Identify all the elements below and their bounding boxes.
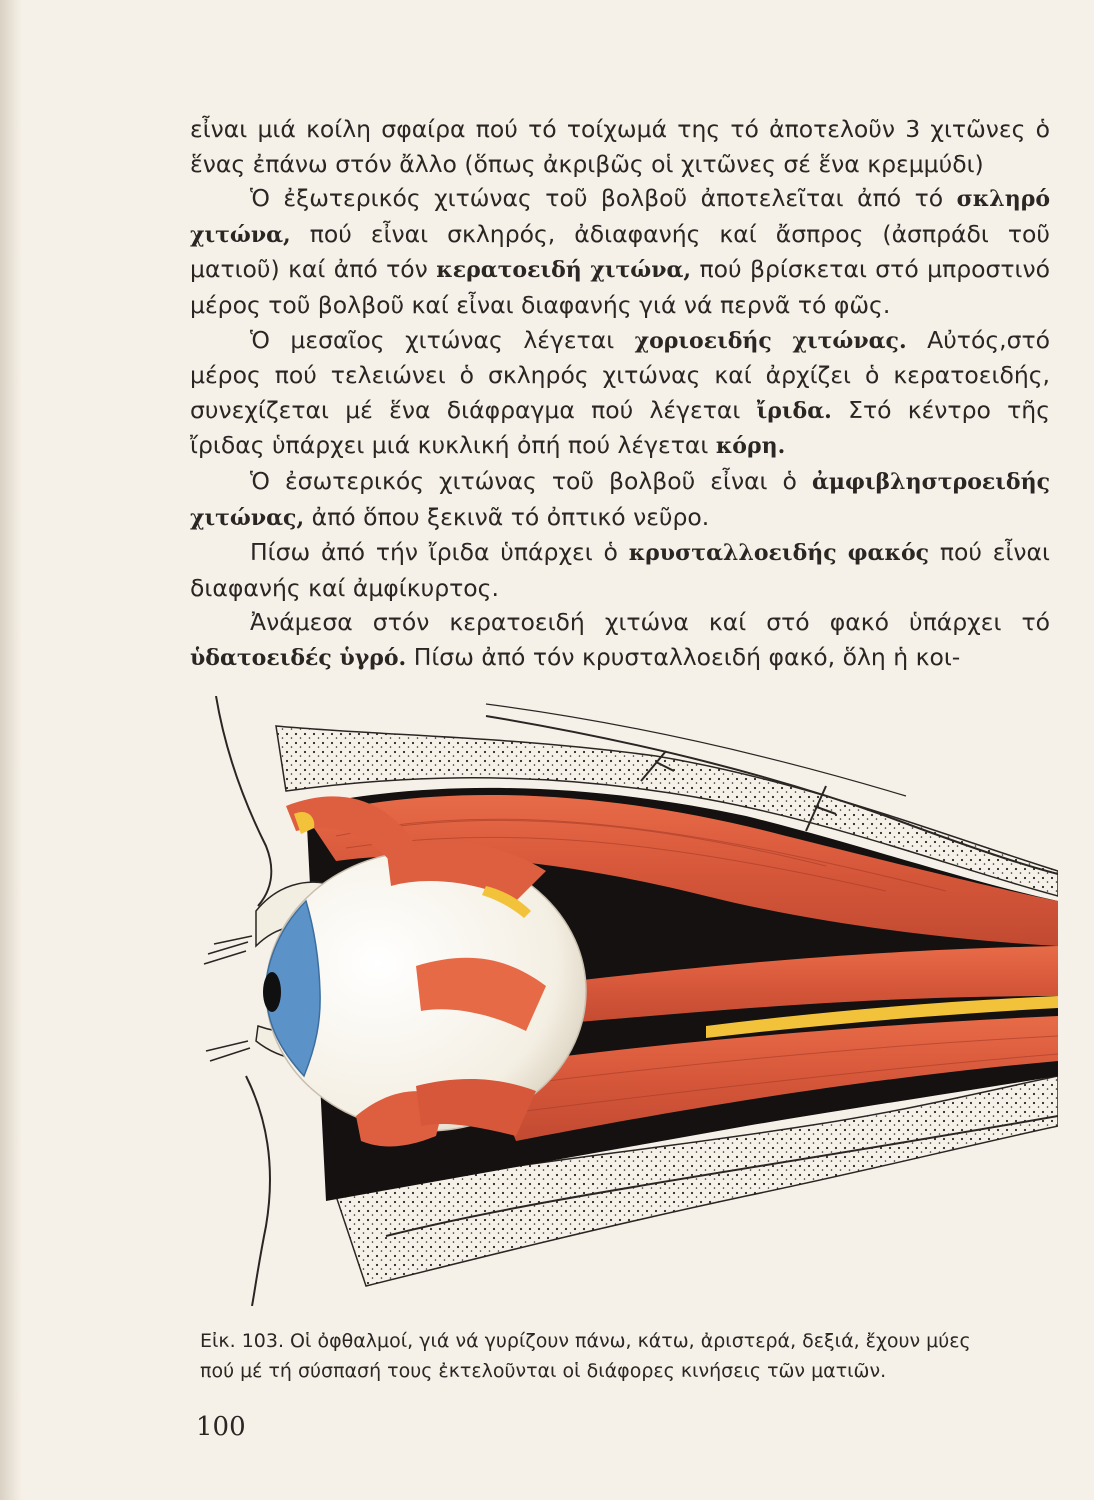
term-cornea: κερατοειδή χιτώνα, <box>436 257 692 284</box>
page-gutter-shadow <box>0 0 22 1500</box>
paragraph-5: Πίσω ἀπό τήν ἴριδα ὑπάρχει ὁ κρυσταλλοειδής φακός πού εἶναι διαφανής καί ἀμφίκυρτος. <box>190 538 1050 602</box>
page-number: 100 <box>196 1412 246 1442</box>
paragraph-2: Ὁ ἐξωτερικός χιτώνας τοῦ βολβοῦ ἀποτελεῖται ἀπό τό σκληρό χιτώνα, πού εἶναι σκληρός, ἀδιαφανής καί ἄσπρος (ἀσπράδι τοῦ ματιοῦ) καί ἀπό τόν κερατοειδή χιτώνα, πού βρίσκεται στό μπροστινό μέρος τοῦ βολβοῦ καί εἶναι διαφανής γιά νά περνᾶ τό φῶς. <box>190 184 1050 319</box>
term-pupil: κόρη. <box>715 433 786 460</box>
forehead-profile <box>216 696 271 906</box>
term-lens: κρυσταλλοειδής φακός <box>628 540 930 567</box>
eye-muscles-illustration <box>186 696 1058 1306</box>
pupil <box>263 972 281 1012</box>
figure-caption <box>200 1326 1060 1386</box>
body-text <box>190 112 1050 676</box>
paragraph-3: Ὁ μεσαῖος χιτώνας λέγεται χοριοειδής χιτώνας. Αὐτός,στό μέρος πού τελειώνει ὁ σκληρός χιτώνας καί ἀρχίζει ὁ κερατοειδής, συνεχίζεται μέ ἕνα διάφραγμα πού λέγεται ἴριδα. Στό κέντρο τῆς ἴριδας ὑπάρχει μιά κυκλική ὀπή πού λέγεται κόρη. <box>190 325 1050 460</box>
term-aqueous-humor: ὑδατοειδές ὑγρό. <box>190 644 407 671</box>
eyelashes-lower <box>206 1041 250 1061</box>
eyelashes-upper <box>204 936 252 964</box>
caption-line-1: Εἰκ. 103. Οἱ ὀφθαλμοί, γιά νά γυρίζουν πάνω, κάτω, ἀριστερά, δεξιά, ἔχουν μύες <box>200 1330 971 1352</box>
paragraph-6: Ἀνάμεσα στόν κερατοειδή χιτώνα καί στό φακό ὑπάρχει τό ὑδατοειδές ὑγρό. Πίσω ἀπό τόν κρυσταλλοειδή φακό, ὅλη ἡ κοι- <box>190 608 1050 671</box>
term-choroid: χοριοειδής χιτώνας. <box>634 327 907 354</box>
paragraph-4: Ὁ ἐσωτερικός χιτώνας τοῦ βολβοῦ εἶναι ὁ ἀμφιβληστροειδής χιτώνας, ἀπό ὅπου ξεκινᾶ τό ὀπτικό νεῦρο. <box>190 466 1050 531</box>
cheek-profile <box>246 1076 270 1306</box>
term-retina: ἀμφιβληστροειδής χιτώνας, <box>190 468 1050 531</box>
paragraph-1: εἶναι μιά κοίλη σφαίρα πού τό τοίχωμά της τό ἀποτελοῦν 3 χιτῶνες ὁ ἕνας ἐπάνω στόν ἄλλο (ὅπως ἀκριβῶς οἱ χιτῶνες σέ ἕνα κρεμμύδι) <box>190 115 1050 178</box>
caption-line-2: πού μέ τή σύσπασή τους ἐκτελοῦνται οἱ διάφορες κινήσεις τῶν ματιῶν. <box>200 1360 887 1382</box>
term-sclera: σκληρό χιτώνα, <box>190 186 1050 248</box>
term-iris: ἴριδα. <box>756 397 832 424</box>
